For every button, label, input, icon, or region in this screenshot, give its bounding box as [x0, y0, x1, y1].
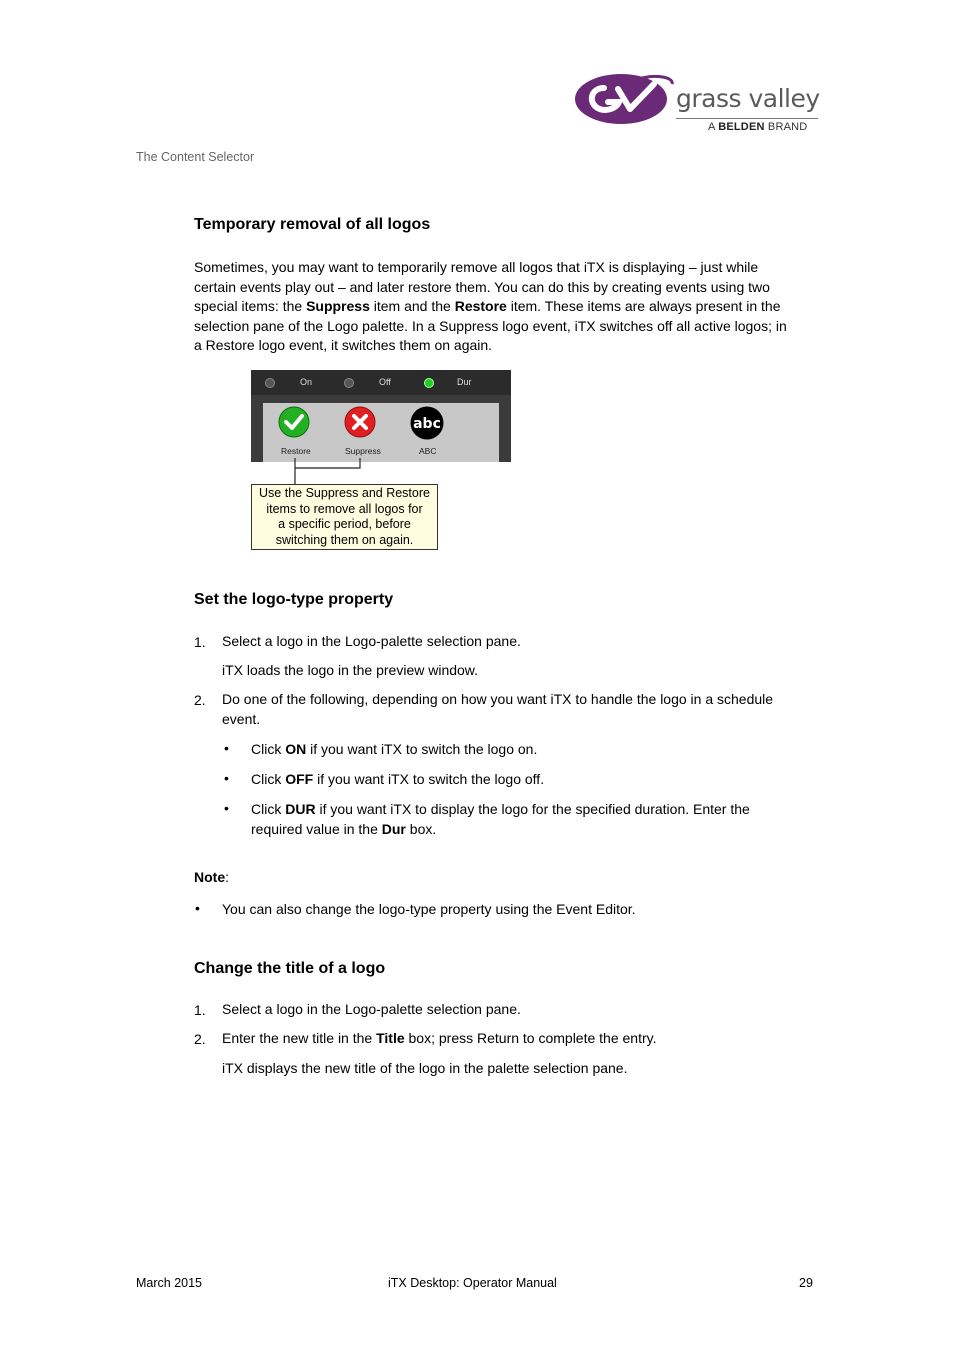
- bullet-icon: •: [224, 740, 229, 756]
- dur-label: Dur: [457, 377, 472, 387]
- abc-logo-icon[interactable]: [410, 406, 444, 440]
- palette-selection-pane: [263, 403, 499, 462]
- paragraph-intro: Sometimes, you may want to temporarily remove all logos that iTX is displaying – just while certain events play out – and later restore them. You can do this by creating events using two special items: the Suppress item and the Restore item. These items are always present in the selection pane of the Logo palette. In a Suppress logo event, iTX switches off all active logos; in a Restore logo event, it switches them on again.: [194, 259, 787, 353]
- abc-item-label: ABC: [419, 446, 437, 456]
- bullet-off: Click OFF if you want iTX to switch the logo off.: [251, 771, 545, 787]
- section-heading-temporary-removal: Temporary removal of all logos: [194, 216, 431, 233]
- bullet-icon: •: [224, 800, 229, 816]
- running-header: The Content Selector: [136, 150, 255, 164]
- footer-date: March 2015: [136, 1276, 203, 1290]
- step-result: iTX displays the new title of the logo in the palette selection pane.: [222, 1060, 628, 1076]
- on-led-icon[interactable]: [265, 378, 275, 388]
- bullet-icon: •: [195, 900, 200, 916]
- brand-name: grass valley: [676, 84, 820, 113]
- footer-title: iTX Desktop: Operator Manual: [388, 1276, 557, 1290]
- callout-connector: [288, 458, 368, 486]
- section-heading-logo-type: Set the logo-type property: [194, 591, 394, 608]
- callout-note: Use the Suppress and Restore items to remove all logos for a specific period, before switching them on again.: [251, 484, 438, 550]
- suppress-item-label: Suppress: [345, 446, 381, 456]
- step-text: Do one of the following, depending on how you want iTX to handle the logo in a schedule event.: [222, 691, 774, 727]
- step-result: iTX loads the logo in the preview window.: [222, 662, 479, 678]
- dur-led-icon[interactable]: [424, 378, 434, 388]
- brand-divider: [676, 118, 818, 119]
- brand-tagline: A BELDEN BRAND: [708, 121, 808, 133]
- bullet-dur: Click DUR if you want iTX to display the logo for the specified duration. Enter the required value in the Dur box.: [251, 801, 750, 837]
- grass-valley-logo: [574, 72, 824, 136]
- bullet-icon: •: [224, 770, 229, 786]
- bullet-on: Click ON if you want iTX to switch the logo on.: [251, 741, 538, 757]
- step-text: Select a logo in the Logo-palette selection pane.: [222, 1001, 521, 1017]
- note-text: You can also change the logo-type property using the Event Editor.: [222, 901, 636, 917]
- off-led-icon[interactable]: [344, 378, 354, 388]
- on-label: On: [300, 377, 313, 387]
- restore-check-icon[interactable]: [278, 406, 310, 438]
- step-number: 1.: [194, 634, 206, 650]
- gv-logo-icon: [574, 72, 674, 128]
- note-label: Note:: [194, 869, 230, 885]
- off-label: Off: [379, 377, 391, 387]
- step-number: 1.: [194, 1002, 206, 1018]
- step-number: 2.: [194, 1031, 206, 1047]
- restore-item-label: Restore: [281, 446, 311, 456]
- suppress-cross-icon[interactable]: [344, 406, 376, 438]
- step-text: Select a logo in the Logo-palette selection pane.: [222, 633, 521, 649]
- step-number: 2.: [194, 692, 206, 708]
- step-text: Enter the new title in the Title box; press Return to complete the entry.: [222, 1030, 657, 1046]
- logo-palette-screenshot: [251, 370, 511, 462]
- section-heading-change-title: Change the title of a logo: [194, 960, 386, 977]
- palette-toolbar: [251, 370, 511, 395]
- svg-text:abc: abc: [413, 416, 441, 432]
- page-number: 29: [799, 1276, 813, 1290]
